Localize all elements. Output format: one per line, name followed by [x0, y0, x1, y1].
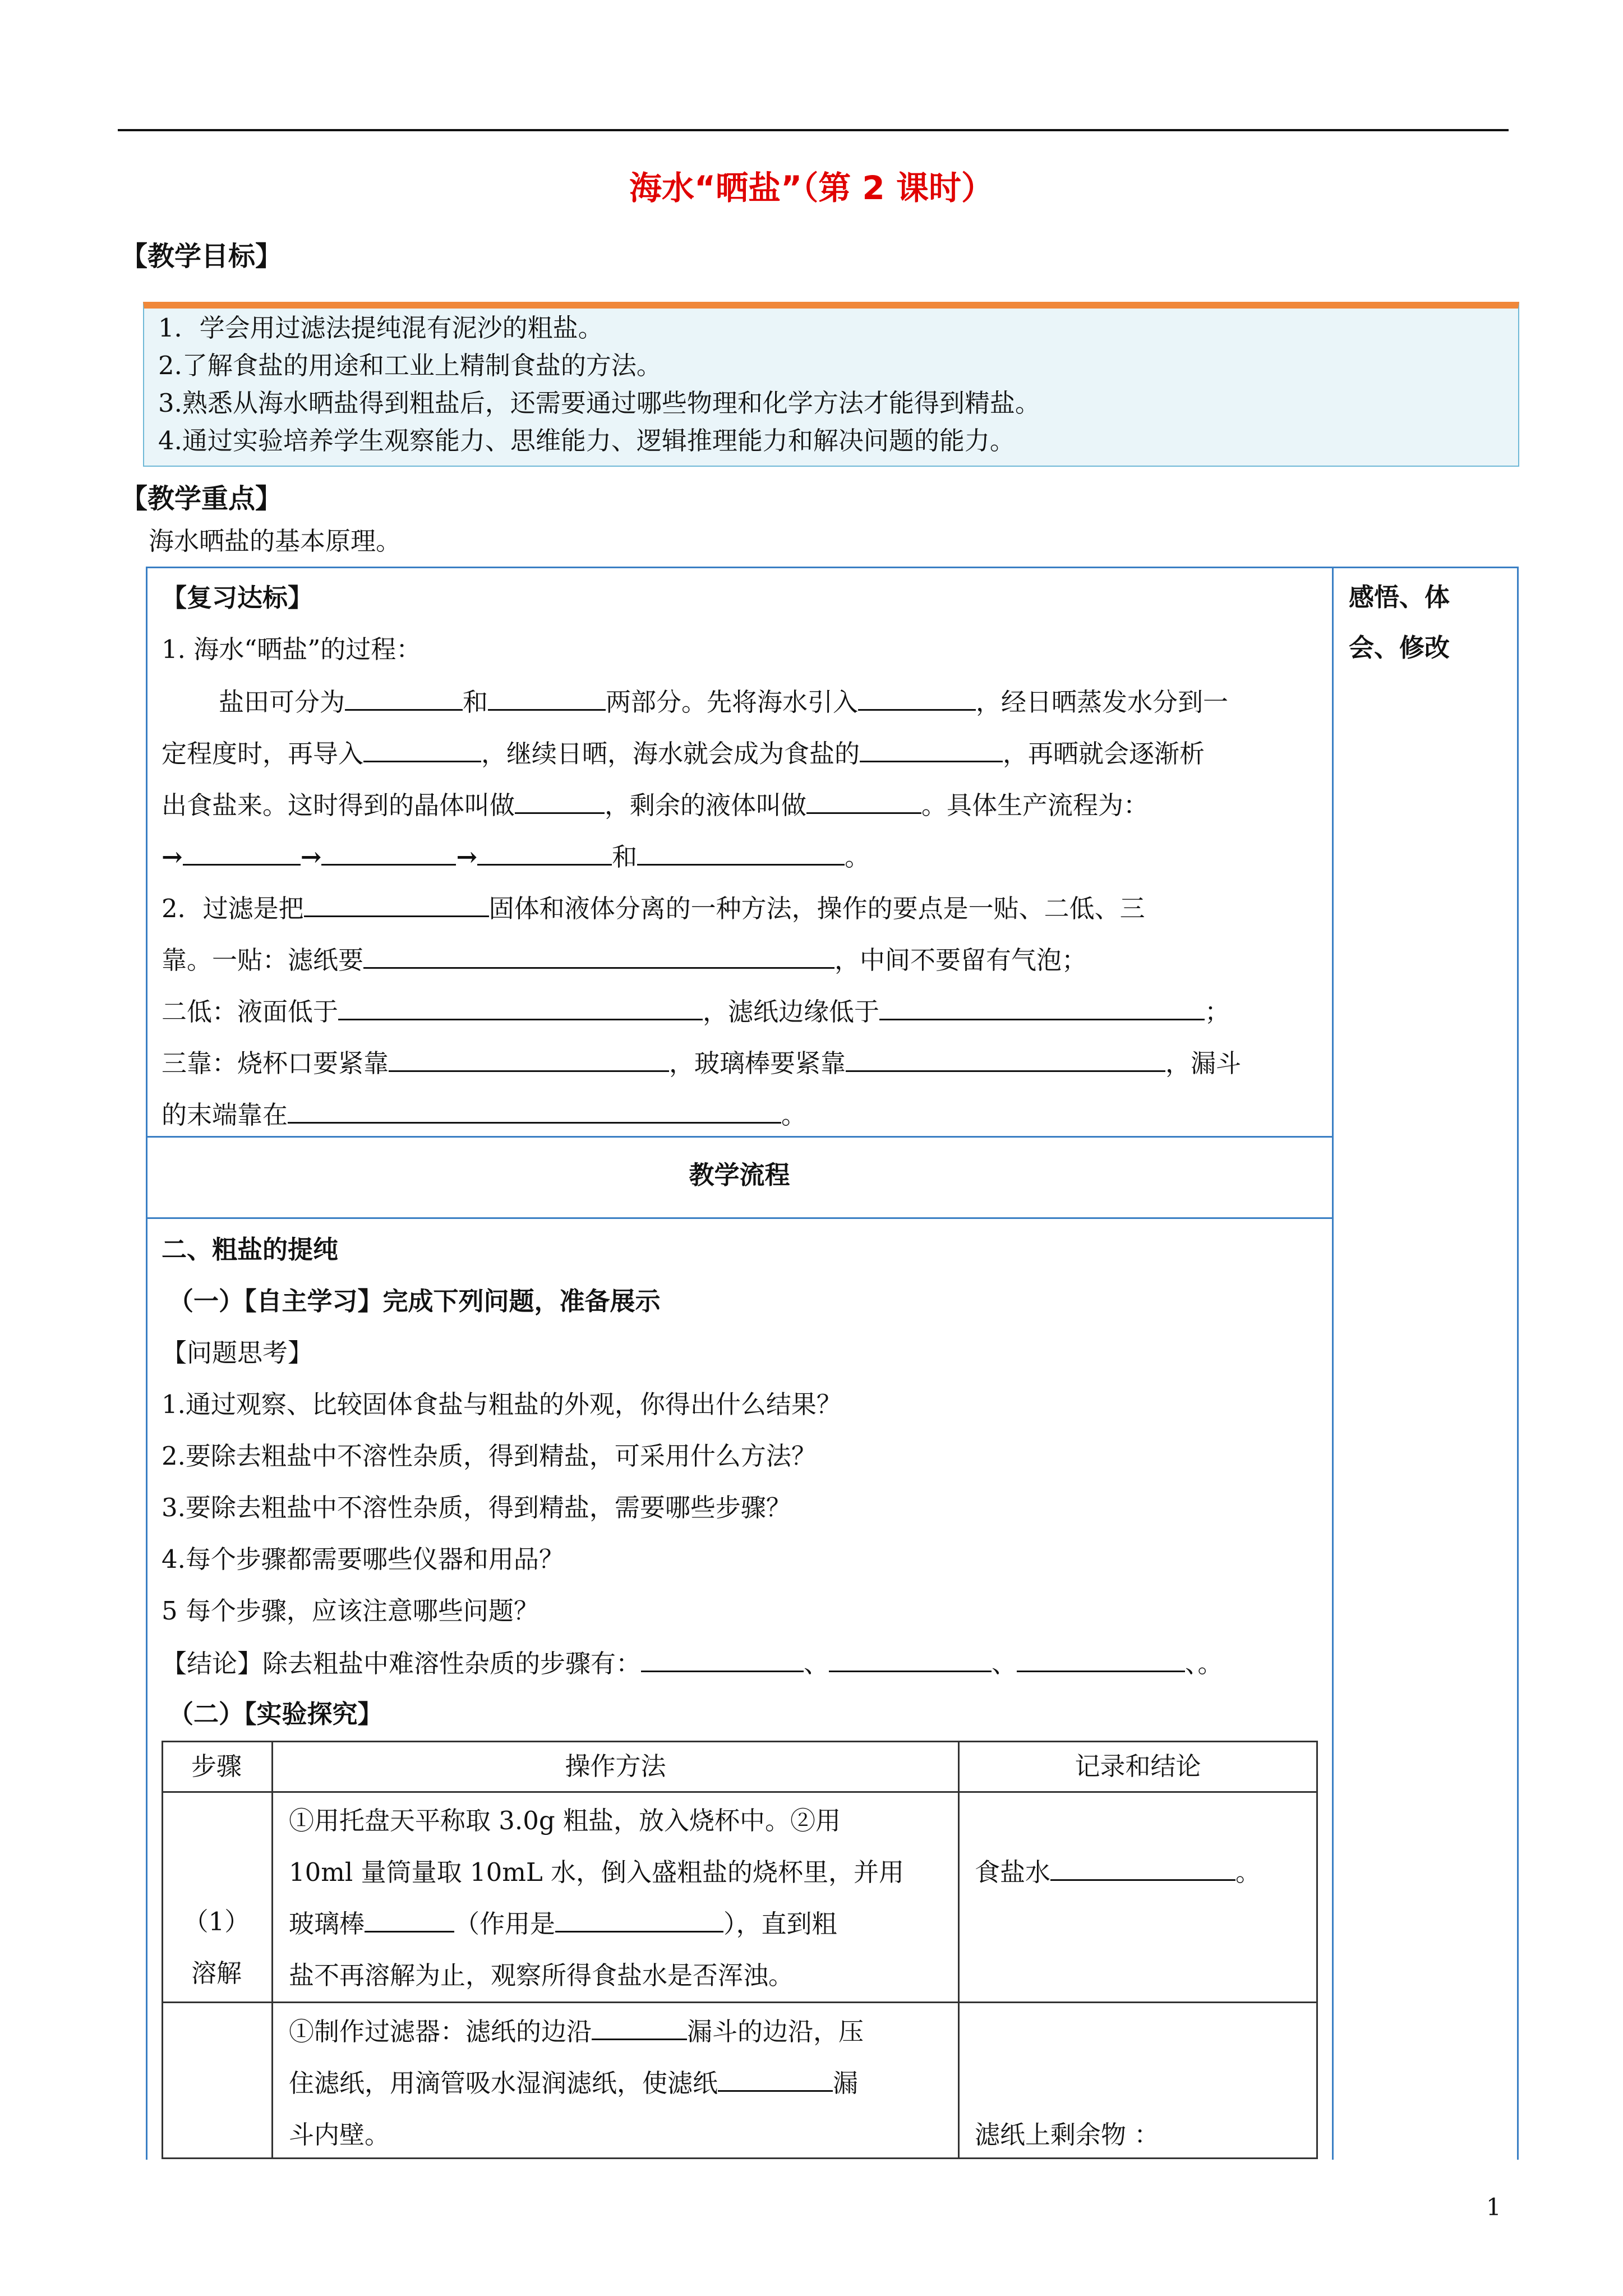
- text: 2．过滤是把: [162, 894, 304, 923]
- blank-field[interactable]: [718, 2065, 833, 2092]
- text: ，滤纸边缘低于: [703, 997, 880, 1027]
- main-table-border: [146, 1136, 1333, 1138]
- blank-field[interactable]: [338, 994, 703, 1020]
- review-q2-line5: [162, 1097, 806, 1132]
- main-table-border: [1517, 567, 1519, 2160]
- arrow-icon: →: [162, 842, 183, 872]
- page-title: 海水“晒盐”（第 2 课时）: [629, 169, 994, 207]
- text: （作用是: [454, 1909, 556, 1939]
- objective-item: 3.熟悉从海水晒盐得到粗盐后，还需要通过哪些物理和化学方法才能得到精盐。: [158, 388, 1040, 418]
- question-item: 2.要除去粗盐中不溶性杂质，得到精盐，可采用什么方法？: [162, 1441, 817, 1471]
- text: ，漏斗: [1165, 1048, 1242, 1078]
- side-column-label: 感悟、体: [1349, 582, 1450, 612]
- blank-field[interactable]: [288, 1097, 781, 1124]
- blank-field[interactable]: [806, 788, 921, 814]
- objective-item: 1．学会用过滤法提纯混有泥沙的粗盐。: [158, 313, 603, 343]
- blank-field[interactable]: [879, 994, 1205, 1020]
- review-q1-line2: [162, 736, 1205, 771]
- experiment-table-border: [162, 2001, 1318, 2003]
- step-number: （1）: [183, 1907, 250, 1936]
- blank-field[interactable]: [1017, 1646, 1185, 1672]
- main-table-border: [146, 1217, 1333, 1219]
- text: 。具体生产流程为：: [921, 790, 1149, 820]
- text: 定程度时，再导入: [162, 739, 364, 769]
- blank-field[interactable]: [389, 1046, 669, 1072]
- blank-field[interactable]: [829, 1646, 992, 1672]
- text: ，再晒就会逐渐析: [1003, 739, 1205, 769]
- text: 的末端靠在: [162, 1100, 288, 1130]
- purification-heading: 二、粗盐的提纯: [162, 1235, 339, 1264]
- conclusion-line: [162, 1646, 1223, 1681]
- text: ，经日晒蒸发水分到一: [976, 687, 1229, 717]
- table-header: 记录和结论: [1075, 1751, 1201, 1781]
- blank-field[interactable]: [515, 788, 605, 814]
- objective-item: 2.了解食盐的用途和工业上精制食盐的方法。: [158, 351, 662, 380]
- page-number: 1: [1486, 2193, 1501, 2221]
- text: 、: [992, 1649, 1017, 1678]
- text: 。: [845, 842, 870, 872]
- self-study-heading: （一）【自主学习】完成下列问题，准备展示: [168, 1286, 661, 1316]
- blank-field[interactable]: [363, 942, 834, 969]
- operation-line: ①用托盘天平称取 3.0g 粗盐，放入烧杯中。②用: [289, 1806, 841, 1835]
- side-column-label: 会、修改: [1349, 633, 1450, 662]
- text: 。: [781, 1100, 807, 1130]
- blank-field[interactable]: [304, 891, 489, 917]
- review-q2-line4: [162, 1046, 1241, 1080]
- review-q1-line1: [219, 684, 1228, 719]
- review-q1-line3: [162, 788, 1149, 822]
- blank-field[interactable]: [858, 684, 976, 711]
- text: ，玻璃棒要紧靠: [669, 1048, 846, 1078]
- text: 三靠：烧杯口要紧靠: [162, 1048, 389, 1078]
- text: 和: [463, 687, 488, 717]
- table-header: 操作方法: [565, 1751, 666, 1781]
- blank-field[interactable]: [592, 2014, 687, 2040]
- blank-field[interactable]: [555, 1906, 723, 1932]
- experiment-table-border: [271, 1741, 273, 2159]
- operation-line: [289, 2006, 864, 2058]
- question-item: 1.通过观察、比较固体食盐与粗盐的外观，你得出什么结果？: [162, 1389, 842, 1419]
- operation-line: 盐不再溶解为止，观察所得食盐水是否浑浊。: [289, 1961, 794, 1990]
- operation-line: [289, 2058, 858, 2109]
- text: ①制作过滤器：滤纸的边沿: [289, 2017, 592, 2046]
- text: 漏斗的边沿，压: [687, 2017, 864, 2046]
- text: ，剩余的液体叫做: [605, 790, 807, 820]
- text: 【结论】除去粗盐中难溶性杂质的步骤有：: [162, 1649, 642, 1678]
- review-q2-line3: [162, 994, 1230, 1029]
- arrow-icon: →: [300, 842, 322, 872]
- operation-line: 10ml 量筒量取 10mL 水，倒入盛粗盐的烧杯里，并用: [289, 1857, 905, 1887]
- text: 二低：液面低于: [162, 997, 339, 1027]
- blank-field[interactable]: [363, 736, 481, 762]
- text: 、。: [1185, 1649, 1223, 1678]
- text: 。: [1235, 1857, 1261, 1887]
- text: 靠。一贴：滤纸要: [162, 945, 364, 975]
- table-header: 步骤: [191, 1751, 242, 1781]
- key-points-heading: 【教学重点】: [121, 483, 283, 514]
- experiment-table-border: [958, 1741, 960, 2159]
- blank-field[interactable]: [477, 839, 612, 866]
- record-cell: [975, 1847, 1261, 1898]
- text: 固体和液体分离的一种方法，操作的要点是一贴、二低、三: [488, 894, 1145, 923]
- record-cell: 滤纸上剩余物 ：: [975, 2120, 1160, 2150]
- blank-field[interactable]: [321, 839, 456, 866]
- text: ，中间不要留有气泡；: [834, 945, 1087, 975]
- review-heading: 【复习达标】: [162, 583, 313, 613]
- blank-field[interactable]: [637, 839, 845, 866]
- blank-field[interactable]: [860, 736, 1003, 762]
- blank-field[interactable]: [641, 1646, 804, 1672]
- text: 住滤纸，用滴管吸水湿润滤纸，使滤纸: [289, 2068, 718, 2098]
- blank-field[interactable]: [846, 1046, 1165, 1072]
- text: 盐田可分为: [219, 687, 345, 717]
- think-heading: 【问题思考】: [162, 1338, 313, 1368]
- flow-heading: 教学流程: [689, 1160, 790, 1190]
- operation-line: [289, 1898, 837, 1950]
- arrow-icon: →: [456, 842, 478, 872]
- blank-field[interactable]: [183, 839, 301, 866]
- review-q2-line1: [162, 891, 1145, 926]
- key-points-text: 海水晒盐的基本原理。: [149, 526, 402, 556]
- text: ，继续日晒，海水就会成为食盐的: [481, 739, 860, 769]
- experiment-heading: （二）【实验探究】: [168, 1699, 383, 1729]
- text: 、: [804, 1649, 829, 1678]
- main-table-border: [1332, 567, 1334, 2160]
- text: 漏: [833, 2068, 859, 2098]
- objectives-heading: 【教学目标】: [121, 241, 283, 272]
- review-q1-title: 1. 海水“晒盐”的过程：: [162, 634, 422, 664]
- blank-field[interactable]: [488, 684, 606, 711]
- review-q1-line4: [162, 839, 870, 874]
- experiment-table-border: [1316, 1741, 1318, 2159]
- text: 玻璃棒: [289, 1909, 365, 1939]
- question-item: 3.要除去粗盐中不溶性杂质，得到精盐，需要哪些步骤？: [162, 1493, 791, 1522]
- review-q2-line2: [162, 942, 1087, 977]
- blank-field[interactable]: [1050, 1855, 1235, 1881]
- text: 食盐水: [975, 1857, 1051, 1887]
- main-table-border: [146, 567, 147, 2160]
- text: ；: [1205, 997, 1230, 1027]
- text: 和: [612, 842, 638, 872]
- main-table-border: [146, 567, 1519, 568]
- objective-item: 4.通过实验培养学生观察能力、思维能力、逻辑推理能力和解决问题的能力。: [158, 426, 1015, 455]
- blank-field[interactable]: [365, 1906, 454, 1932]
- text: 出食盐来。这时得到的晶体叫做: [162, 790, 515, 820]
- operation-line: 斗内壁。: [289, 2120, 390, 2150]
- question-item: 4.每个步骤都需要哪些仪器和用品？: [162, 1544, 564, 1574]
- header-rule: [118, 129, 1509, 131]
- text: 两部分。先将海水引入: [606, 687, 859, 717]
- text: ），直到粗: [723, 1909, 837, 1939]
- blank-field[interactable]: [345, 684, 463, 711]
- question-item: 5 每个步骤，应该注意哪些问题？: [162, 1596, 539, 1626]
- step-name: 溶解: [191, 1958, 242, 1988]
